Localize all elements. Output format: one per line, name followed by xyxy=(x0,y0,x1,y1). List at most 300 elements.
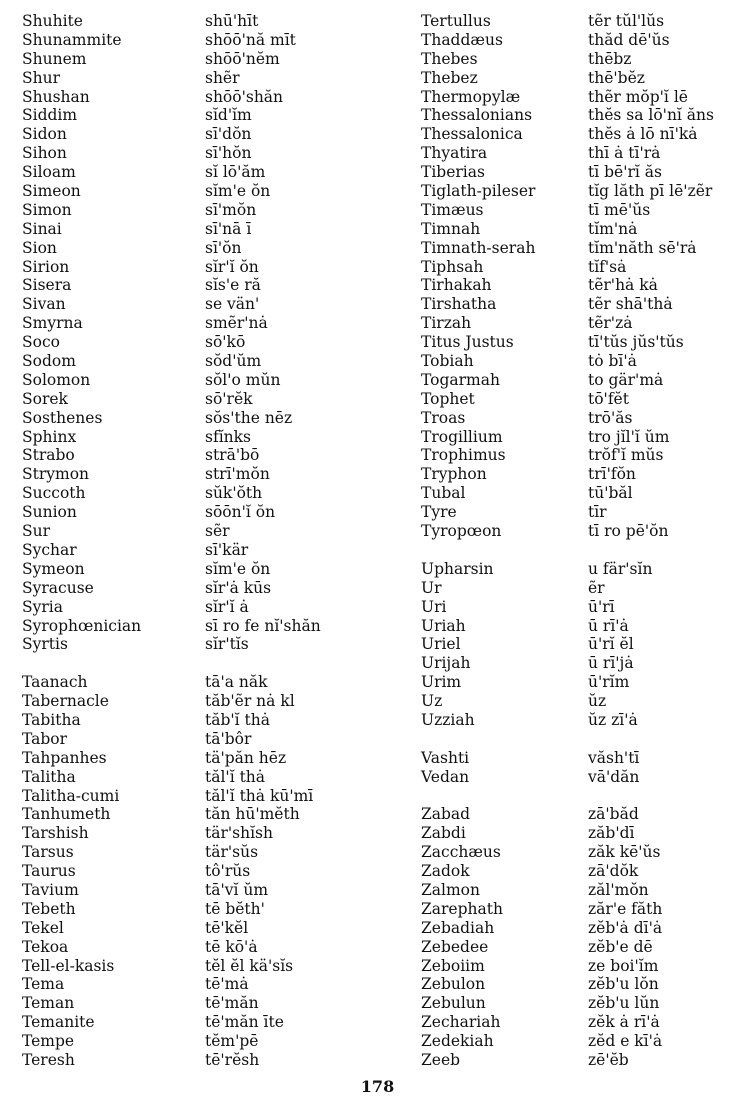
entry-pronunciation: thăd dē'ŭs xyxy=(588,30,670,49)
entry-name: Sinai xyxy=(22,219,62,238)
entry-name: Shur xyxy=(22,68,60,87)
entry-row xyxy=(22,390,382,409)
entry-row xyxy=(421,428,751,447)
entry-row xyxy=(421,220,751,239)
entry-name: Urim xyxy=(421,673,462,692)
entry-pronunciation: sī'nā ī xyxy=(205,219,252,238)
entry-row xyxy=(421,957,751,976)
section-gap xyxy=(421,787,751,806)
entry-name: Troas xyxy=(421,408,466,427)
entry-row xyxy=(421,182,751,201)
section-gap xyxy=(421,541,751,560)
entry-name: Sihon xyxy=(22,144,67,163)
entry-row xyxy=(22,862,382,881)
entry-pronunciation: sĭr'tĭs xyxy=(205,635,249,654)
entry-row xyxy=(421,12,751,31)
entry-pronunciation: tā'a năk xyxy=(205,673,268,692)
entry-row xyxy=(421,31,751,50)
entry-row xyxy=(421,69,751,88)
entry-row xyxy=(421,50,751,69)
entry-name: Zebulon xyxy=(421,975,486,994)
entry-pronunciation: tā'bôr xyxy=(205,729,252,748)
page-number: 178 xyxy=(360,1077,395,1096)
entry-row xyxy=(421,163,751,182)
entry-row xyxy=(22,843,382,862)
entry-row xyxy=(421,1051,751,1070)
entry-row xyxy=(421,994,751,1013)
right-column xyxy=(421,12,751,1070)
entry-name: Teresh xyxy=(22,1050,75,1069)
entry-name: Tertullus xyxy=(421,12,491,30)
entry-pronunciation: tăn hū'mĕth xyxy=(205,805,300,824)
entry-name: Talitha xyxy=(22,767,76,786)
entry-name: Shunammite xyxy=(22,30,122,49)
entry-row xyxy=(22,144,382,163)
entry-pronunciation: tä'păn hēz xyxy=(205,748,287,767)
entry-name: Tavium xyxy=(22,880,79,899)
entry-row xyxy=(421,598,751,617)
entry-name: Simeon xyxy=(22,182,81,201)
entry-row xyxy=(22,1032,382,1051)
entry-name: Uriah xyxy=(421,616,466,635)
entry-name: Tryphon xyxy=(421,465,487,484)
entry-pronunciation: tĭm'năth sē'rȧ xyxy=(588,238,697,257)
entry-name: Strymon xyxy=(22,465,90,484)
entry-row xyxy=(22,258,382,277)
entry-pronunciation: sī'ŏn xyxy=(205,238,242,257)
entry-name: Shuhite xyxy=(22,12,83,30)
entry-name: Zedekiah xyxy=(421,1032,494,1051)
entry-pronunciation: tī'tŭs jŭs'tŭs xyxy=(588,333,684,352)
entry-row xyxy=(22,1013,382,1032)
entry-row xyxy=(421,465,751,484)
entry-name: Tabor xyxy=(22,729,68,748)
entry-name: Thessalonians xyxy=(421,106,533,125)
entry-row xyxy=(421,409,751,428)
entry-row xyxy=(22,975,382,994)
entry-row xyxy=(421,919,751,938)
entry-name: Temanite xyxy=(22,1013,95,1032)
entry-pronunciation: ū rī'ȧ xyxy=(588,616,629,635)
entry-name: Tempe xyxy=(22,1032,75,1051)
entry-name: Sisera xyxy=(22,276,72,295)
entry-name: Zebedee xyxy=(421,937,489,956)
entry-name: Tiberias xyxy=(421,163,485,182)
entry-name: Urijah xyxy=(421,654,471,673)
entry-pronunciation: ū'rī xyxy=(588,597,615,616)
entry-pronunciation: tẽr'hȧ kȧ xyxy=(588,276,658,295)
entry-pronunciation: tär'shĭsh xyxy=(205,824,273,843)
entry-pronunciation: tī mē'ŭs xyxy=(588,200,651,219)
entry-name: Shushan xyxy=(22,87,90,106)
entry-name: Symeon xyxy=(22,559,85,578)
entry-row xyxy=(22,919,382,938)
entry-row xyxy=(22,881,382,900)
entry-name: Vedan xyxy=(421,767,470,786)
entry-row xyxy=(421,125,751,144)
entry-row xyxy=(421,144,751,163)
entry-row xyxy=(22,900,382,919)
entry-row xyxy=(22,201,382,220)
entry-row xyxy=(22,749,382,768)
entry-pronunciation: strī'mŏn xyxy=(205,465,270,484)
entry-row xyxy=(421,692,751,711)
entry-pronunciation: sĭr'ȧ kūs xyxy=(205,578,272,597)
entry-pronunciation: sĭr'ĭ ŏn xyxy=(205,257,259,276)
entry-row xyxy=(22,50,382,69)
entry-name: Trophimus xyxy=(421,446,506,465)
entry-pronunciation: tĕm'pē xyxy=(205,1032,259,1051)
entry-pronunciation: tō'fĕt xyxy=(588,389,629,408)
entry-row xyxy=(22,711,382,730)
entry-row xyxy=(22,88,382,107)
entry-pronunciation: to gär'mȧ xyxy=(588,370,664,389)
entry-row xyxy=(22,125,382,144)
entry-pronunciation: tē'măn xyxy=(205,994,259,1013)
entry-pronunciation: strā'bō xyxy=(205,446,260,465)
entry-pronunciation: tȯ bī'ȧ xyxy=(588,352,637,371)
entry-name: Zeeb xyxy=(421,1050,461,1069)
entry-pronunciation: sō'rĕk xyxy=(205,389,253,408)
entry-row xyxy=(421,711,751,730)
entry-name: Tabernacle xyxy=(22,692,109,711)
entry-row xyxy=(22,503,382,522)
entry-row xyxy=(421,862,751,881)
entry-pronunciation: sfĭnks xyxy=(205,427,251,446)
entry-row xyxy=(421,333,751,352)
entry-name: Ur xyxy=(421,578,442,597)
entry-name: Soco xyxy=(22,333,60,352)
entry-pronunciation: tô'rŭs xyxy=(205,862,251,881)
entry-row xyxy=(22,579,382,598)
entry-name: Thyatira xyxy=(421,144,488,163)
entry-pronunciation: sẽr xyxy=(205,522,230,541)
entry-name: Sphinx xyxy=(22,427,77,446)
entry-name: Talitha-cumi xyxy=(22,786,120,805)
entry-pronunciation: tīr xyxy=(588,503,607,522)
entry-pronunciation: thēbz xyxy=(588,49,632,68)
entry-name: Tirzah xyxy=(421,314,472,333)
entry-pronunciation: tī bē'rĭ ăs xyxy=(588,163,662,182)
entry-pronunciation: tĕl ĕl kä'sĭs xyxy=(205,956,294,975)
entry-name: Solomon xyxy=(22,370,91,389)
entry-pronunciation: thĕs sa lō'nĭ ăns xyxy=(588,106,714,125)
entry-row xyxy=(421,900,751,919)
entry-pronunciation: se vän' xyxy=(205,295,260,314)
entry-pronunciation: tro jĭl'ĭ ŭm xyxy=(588,427,670,446)
entry-pronunciation: tē'mȧ xyxy=(205,975,249,994)
entry-row xyxy=(22,522,382,541)
entry-row xyxy=(421,635,751,654)
entry-pronunciation: shū'hīt xyxy=(205,12,259,30)
entry-name: Siloam xyxy=(22,163,76,182)
entry-row xyxy=(421,824,751,843)
entry-row xyxy=(421,352,751,371)
entry-name: Tirshatha xyxy=(421,295,497,314)
entry-pronunciation: shōō'nă mīt xyxy=(205,30,296,49)
entry-name: Uzziah xyxy=(421,710,475,729)
entry-name: Simon xyxy=(22,200,72,219)
entry-pronunciation: sĭr'ĭ ȧ xyxy=(205,597,249,616)
entry-pronunciation: zĕb'u lŭn xyxy=(588,994,660,1013)
entry-pronunciation: zĕb'ȧ dī'ȧ xyxy=(588,918,663,937)
entry-name: Tophet xyxy=(421,389,475,408)
entry-name: Togarmah xyxy=(421,370,500,389)
entry-pronunciation: vā'dăn xyxy=(588,767,640,786)
entry-row xyxy=(22,1051,382,1070)
entry-row xyxy=(421,390,751,409)
entry-row xyxy=(22,106,382,125)
entry-name: Sosthenes xyxy=(22,408,103,427)
entry-pronunciation: ŭz zī'ȧ xyxy=(588,710,638,729)
entry-pronunciation: tăl'ĭ thȧ xyxy=(205,767,266,786)
entry-name: Vashti xyxy=(421,748,470,767)
entry-name: Sivan xyxy=(22,295,66,314)
entry-row xyxy=(421,768,751,787)
entry-pronunciation: trō'ăs xyxy=(588,408,633,427)
entry-pronunciation: ū'rĭm xyxy=(588,673,630,692)
entry-pronunciation: tăl'ĭ thȧ kū'mī xyxy=(205,786,314,805)
entry-pronunciation: sī'hŏn xyxy=(205,144,252,163)
entry-row xyxy=(421,371,751,390)
entry-name: Sodom xyxy=(22,352,76,371)
entry-pronunciation: sĭm'e ŏn xyxy=(205,182,271,201)
entry-name: Upharsin xyxy=(421,559,494,578)
entry-row xyxy=(22,768,382,787)
entry-name: Zalmon xyxy=(421,880,480,899)
entry-pronunciation: sī'kär xyxy=(205,540,249,559)
entry-pronunciation: ẽr xyxy=(588,578,605,597)
entry-name: Tirhakah xyxy=(421,276,492,295)
entry-name: Tahpanhes xyxy=(22,748,107,767)
entry-name: Syrtis xyxy=(22,635,68,654)
entry-name: Tanhumeth xyxy=(22,805,111,824)
entry-row xyxy=(22,673,382,692)
entry-pronunciation: zăk kē'ŭs xyxy=(588,843,661,862)
entry-name: Sur xyxy=(22,522,51,541)
entry-name: Zadok xyxy=(421,862,470,881)
entry-name: Thermopylæ xyxy=(421,87,521,106)
entry-pronunciation: sĭd'ĭm xyxy=(205,106,252,125)
entry-name: Teman xyxy=(22,994,75,1013)
entry-pronunciation: ū rī'jȧ xyxy=(588,654,634,673)
entry-row xyxy=(22,182,382,201)
entry-pronunciation: zĕk ȧ rī'ȧ xyxy=(588,1013,660,1032)
entry-pronunciation: tā'vĭ ŭm xyxy=(205,880,269,899)
entry-pronunciation: sŭk'ŏth xyxy=(205,484,263,503)
entry-name: Tyre xyxy=(421,503,457,522)
entry-pronunciation: shẽr xyxy=(205,68,240,87)
entry-row xyxy=(421,843,751,862)
entry-pronunciation: thī ȧ tī'rȧ xyxy=(588,144,661,163)
entry-row xyxy=(421,560,751,579)
entry-name: Zabad xyxy=(421,805,471,824)
entry-pronunciation: sĭs'e ră xyxy=(205,276,261,295)
entry-name: Siddim xyxy=(22,106,78,125)
entry-row xyxy=(22,409,382,428)
entry-name: Tell-el-kasis xyxy=(22,956,115,975)
entry-pronunciation: tĭf'sȧ xyxy=(588,257,627,276)
entry-row xyxy=(22,163,382,182)
entry-name: Syria xyxy=(22,597,63,616)
entry-name: Zabdi xyxy=(421,824,466,843)
entry-name: Tiphsah xyxy=(421,257,484,276)
entry-name: Succoth xyxy=(22,484,86,503)
entry-row xyxy=(421,749,751,768)
entry-name: Tiglath-pileser xyxy=(421,182,536,201)
entry-pronunciation: tĭm'nȧ xyxy=(588,219,638,238)
entry-name: Timnah xyxy=(421,219,481,238)
entry-pronunciation: ŭz xyxy=(588,692,607,711)
entry-row xyxy=(421,258,751,277)
entry-row xyxy=(22,371,382,390)
entry-row xyxy=(22,31,382,50)
entry-name: Syrophœnician xyxy=(22,616,142,635)
entry-pronunciation: tăb'ẽr nȧ kl xyxy=(205,692,295,711)
entry-name: Shunem xyxy=(22,49,87,68)
entry-row xyxy=(22,541,382,560)
entry-row xyxy=(22,295,382,314)
entry-pronunciation: tū'băl xyxy=(588,484,633,503)
entry-pronunciation: tẽr tŭl'lŭs xyxy=(588,12,665,30)
entry-row xyxy=(421,503,751,522)
entry-row xyxy=(421,88,751,107)
entry-row xyxy=(421,805,751,824)
entry-row xyxy=(421,314,751,333)
entry-row xyxy=(22,239,382,258)
entry-pronunciation: sō'kō xyxy=(205,333,246,352)
entry-pronunciation: sōōn'ĭ ŏn xyxy=(205,503,276,522)
entry-row xyxy=(22,314,382,333)
entry-row xyxy=(22,276,382,295)
entry-row xyxy=(22,220,382,239)
entry-name: Sorek xyxy=(22,389,68,408)
entry-name: Zarephath xyxy=(421,899,503,918)
entry-row xyxy=(22,957,382,976)
entry-name: Tarsus xyxy=(22,843,74,862)
entry-name: Sion xyxy=(22,238,57,257)
entry-row xyxy=(22,994,382,1013)
entry-name: Tubal xyxy=(421,484,466,503)
entry-pronunciation: shōō'nĕm xyxy=(205,49,280,68)
entry-pronunciation: zĕb'u lŏn xyxy=(588,975,659,994)
entry-pronunciation: thē'bĕz xyxy=(588,68,645,87)
entry-name: Taurus xyxy=(22,862,76,881)
entry-pronunciation: tī ro pē'ŏn xyxy=(588,522,669,541)
left-column xyxy=(22,12,382,1070)
entry-row xyxy=(22,598,382,617)
entry-pronunciation: ū'rĭ ĕl xyxy=(588,635,634,654)
entry-pronunciation: tär'sŭs xyxy=(205,843,259,862)
entry-name: Smyrna xyxy=(22,314,83,333)
entry-pronunciation: sŏd'ŭm xyxy=(205,352,262,371)
entry-name: Thebes xyxy=(421,49,478,68)
entry-row xyxy=(421,654,751,673)
entry-pronunciation: zā'băd xyxy=(588,805,639,824)
entry-name: Tarshish xyxy=(22,824,89,843)
entry-row xyxy=(22,465,382,484)
entry-pronunciation: zăl'mŏn xyxy=(588,880,649,899)
entry-row xyxy=(22,428,382,447)
entry-name: Sychar xyxy=(22,540,77,559)
entry-pronunciation: zĕd e kī'ȧ xyxy=(588,1032,663,1051)
entry-row xyxy=(421,673,751,692)
entry-name: Trogillium xyxy=(421,427,503,446)
entry-name: Tabitha xyxy=(22,710,81,729)
entry-pronunciation: sī ro fe nĭ'shăn xyxy=(205,616,321,635)
entry-pronunciation: tē kō'ȧ xyxy=(205,937,258,956)
entry-pronunciation: tē bĕth' xyxy=(205,899,265,918)
entry-name: Zebulun xyxy=(421,994,486,1013)
entry-row xyxy=(22,446,382,465)
entry-pronunciation: tē'kĕl xyxy=(205,918,249,937)
entry-pronunciation: zē'ĕb xyxy=(588,1050,629,1069)
entry-row xyxy=(421,201,751,220)
entry-row xyxy=(421,484,751,503)
entry-row xyxy=(421,522,751,541)
entry-name: Syracuse xyxy=(22,578,94,597)
entry-pronunciation: sī'dŏn xyxy=(205,125,252,144)
entry-pronunciation: thĕs ȧ lō nī'kȧ xyxy=(588,125,698,144)
entry-name: Zacchæus xyxy=(421,843,501,862)
entry-pronunciation: trŏf'ĭ mŭs xyxy=(588,446,664,465)
entry-name: Zechariah xyxy=(421,1013,501,1032)
entry-name: Tekoa xyxy=(22,937,69,956)
entry-pronunciation: zā'dŏk xyxy=(588,862,639,881)
entry-row xyxy=(22,560,382,579)
entry-name: Sirion xyxy=(22,257,70,276)
entry-row xyxy=(421,239,751,258)
entry-pronunciation: tẽr shā'thȧ xyxy=(588,295,673,314)
entry-name: Tebeth xyxy=(22,899,76,918)
section-gap xyxy=(22,654,382,673)
entry-row xyxy=(421,579,751,598)
entry-name: Uz xyxy=(421,692,443,711)
entry-pronunciation: trī'fŏn xyxy=(588,465,636,484)
entry-pronunciation: tē'măn īte xyxy=(205,1013,284,1032)
entry-row xyxy=(421,106,751,125)
entry-row xyxy=(421,617,751,636)
entry-name: Titus Justus xyxy=(421,333,514,352)
entry-name: Zeboiim xyxy=(421,956,485,975)
section-gap xyxy=(421,730,751,749)
entry-name: Timæus xyxy=(421,200,484,219)
entry-name: Strabo xyxy=(22,446,75,465)
entry-pronunciation: shōō'shăn xyxy=(205,87,284,106)
entry-pronunciation: u fär'sĭn xyxy=(588,559,653,578)
entry-pronunciation: sĭm'e ŏn xyxy=(205,559,271,578)
entry-row xyxy=(22,69,382,88)
entry-pronunciation: sī'mŏn xyxy=(205,200,257,219)
entry-row xyxy=(22,805,382,824)
entry-row xyxy=(421,1013,751,1032)
entry-row xyxy=(22,692,382,711)
entry-pronunciation: tẽr'zȧ xyxy=(588,314,633,333)
entry-name: Tyropœon xyxy=(421,522,502,541)
entry-row xyxy=(22,12,382,31)
entry-row xyxy=(421,295,751,314)
entry-row xyxy=(22,352,382,371)
entry-row xyxy=(22,484,382,503)
entry-pronunciation: sŏs'the nēz xyxy=(205,408,293,427)
entry-row xyxy=(22,787,382,806)
entry-pronunciation: tē'rĕsh xyxy=(205,1050,260,1069)
entry-row xyxy=(22,635,382,654)
entry-pronunciation: tĭg lăth pī lē'zẽr xyxy=(588,182,713,201)
entry-pronunciation: tăb'ĭ thȧ xyxy=(205,710,270,729)
entry-pronunciation: sŏl'o mŭn xyxy=(205,370,281,389)
entry-pronunciation: văsh'tī xyxy=(588,748,640,767)
